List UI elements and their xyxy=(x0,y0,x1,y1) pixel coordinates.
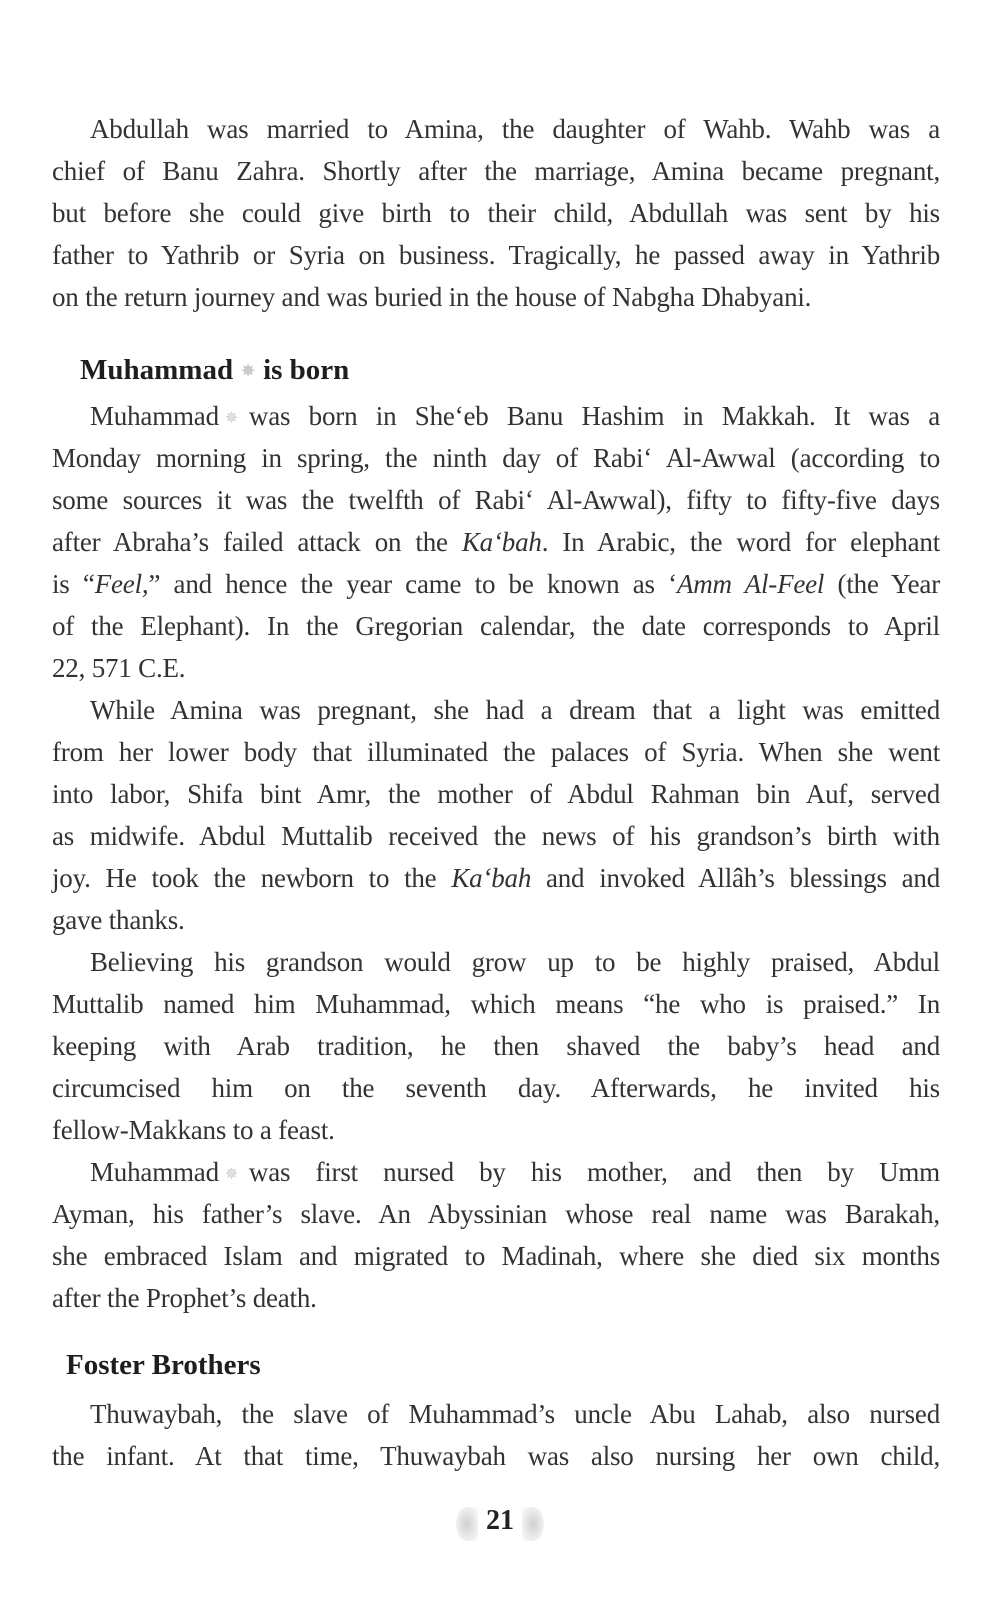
paragraph-line: father to Yathrib or Syria on business. Tragically, he passed away in Yathrib xyxy=(52,240,940,270)
heading-text: Muhammad xyxy=(80,354,234,386)
salutation-seal-icon: ✵ xyxy=(224,1165,239,1183)
page-footer xyxy=(0,1505,1000,1537)
paragraph-line: circumcised him on the seventh day. Afterwards, he invited his xyxy=(52,1073,940,1103)
section-heading-muhammad-is-born xyxy=(80,354,349,387)
paragraph-line: Thuwaybah, the slave of Muhammad’s uncle Abu Lahab, also nursed xyxy=(90,1399,940,1429)
heading-text: is born xyxy=(263,354,350,386)
italic-term: Ka‘bah xyxy=(461,527,542,557)
paragraph-line: after Abraha’s failed attack on the Ka‘bah. In Arabic, the word for elephant xyxy=(52,527,940,557)
paragraph-line: but before she could give birth to their child, Abdullah was sent by his xyxy=(52,198,940,228)
salutation-seal-icon: ✵ xyxy=(224,409,239,427)
paragraph-line: Abdullah was married to Amina, the daughter of Wahb. Wahb was a xyxy=(90,114,940,144)
paragraph-line: While Amina was pregnant, she had a dream that a light was emitted xyxy=(90,695,940,725)
paragraph-line: keeping with Arab tradition, he then shaved the baby’s head and xyxy=(52,1031,940,1061)
italic-term: Feel, xyxy=(94,569,149,599)
paragraph-line: fellow-Makkans to a feast. xyxy=(52,1115,335,1145)
paragraph-line: the infant. At that time, Thuwaybah was also nursing her own child, xyxy=(52,1441,940,1471)
paragraph-line: from her lower body that illuminated the palaces of Syria. When she went xyxy=(52,737,940,767)
page-number: 21 xyxy=(456,1505,544,1537)
paragraph-line: Muttalib named him Muhammad, which means “he who is praised.” In xyxy=(52,989,940,1019)
paragraph-line: gave thanks. xyxy=(52,905,185,935)
section-heading-foster-brothers: Foster Brothers xyxy=(66,1349,261,1381)
paragraph-line: is “Feel,” and hence the year came to be known as ‘Amm Al-Feel (the Year xyxy=(52,569,940,599)
paragraph-line: on the return journey and was buried in the house of Nabgha Dhabyani. xyxy=(52,282,812,312)
paragraph-line: 22, 571 C.E. xyxy=(52,653,186,683)
paragraph-line: some sources it was the twelfth of Rabi‘ Al-Awwal), fifty to fifty-five days xyxy=(52,485,940,515)
paragraph-line: Monday morning in spring, the ninth day of Rabi‘ Al-Awwal (according to xyxy=(52,443,940,473)
italic-term: Amm Al-Feel xyxy=(676,569,825,599)
paragraph-line: she embraced Islam and migrated to Madinah, where she died six months xyxy=(52,1241,940,1271)
paragraph-line: as midwife. Abdul Muttalib received the news of his grandson’s birth with xyxy=(52,821,940,851)
paragraph-line: joy. He took the newborn to the Ka‘bah and invoked Allâh’s blessings and xyxy=(52,863,940,893)
paragraph-line: Muhammad ✵ was first nursed by his mother, and then by Umm xyxy=(90,1157,940,1187)
paragraph-line: after the Prophet’s death. xyxy=(52,1283,317,1313)
paragraph-line: chief of Banu Zahra. Shortly after the marriage, Amina became pregnant, xyxy=(52,156,940,186)
paragraph-line: Believing his grandson would grow up to be highly praised, Abdul xyxy=(90,947,940,977)
paragraph-line: Muhammad ✵ was born in She‘eb Banu Hashim in Makkah. It was a xyxy=(90,401,940,431)
salutation-seal-icon: ✵ xyxy=(241,363,255,381)
paragraph-line: into labor, Shifa bint Amr, the mother of Abdul Rahman bin Auf, served xyxy=(52,779,940,809)
paragraph-line: Ayman, his father’s slave. An Abyssinian whose real name was Barakah, xyxy=(52,1199,940,1229)
paragraph-line: of the Elephant). In the Gregorian calendar, the date corresponds to April xyxy=(52,611,940,641)
italic-term: Ka‘bah xyxy=(451,863,532,893)
